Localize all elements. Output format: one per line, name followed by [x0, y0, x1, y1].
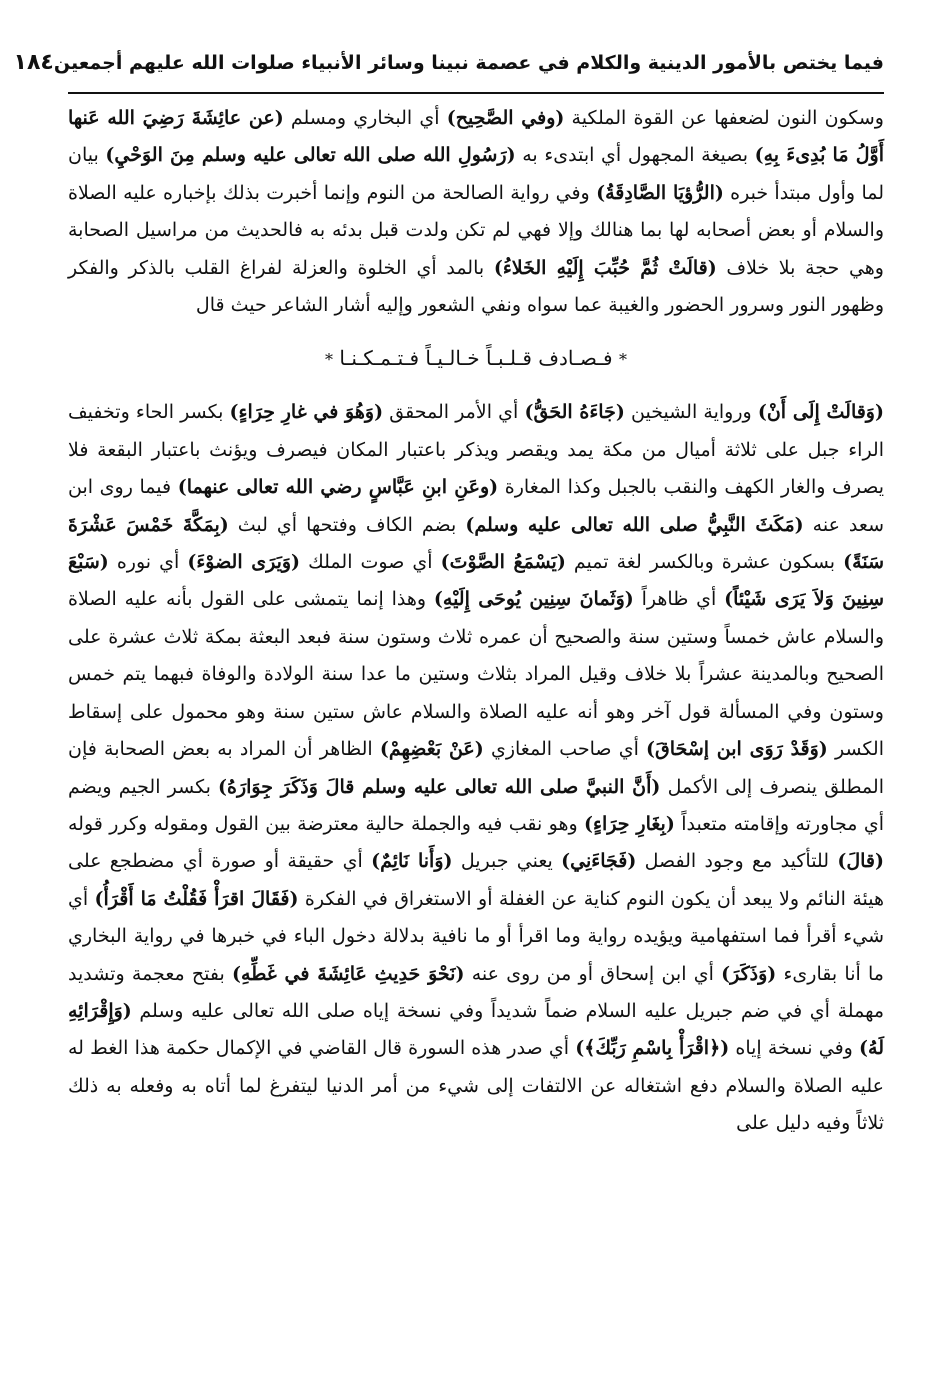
commentary-text: أي شيء أقرأ فما استفهامية ويؤيده رواية وما اقرأ أو ما نافية بدلالة دخول الباء في خبرها في رواية البخاري ما أنا بقارىء [68, 887, 884, 985]
commentary-text: وسكون النون لضعفها عن القوة الملكية [564, 107, 884, 129]
commentary-text: أي صوت الملك [300, 551, 441, 574]
quoted-matn-text: (سَبْعَ سِنِينَ وَلاَ يَرَى شَيْئاً) [68, 551, 884, 611]
verse-end-marker: * [325, 350, 334, 370]
quoted-matn-text: (مَكَثَ النَّبِيُّ صلى الله تعالى عليه وسلم) [465, 513, 804, 536]
commentary-text: أي ظاهراً [633, 588, 725, 611]
quoted-matn-text: (قالَ) [837, 850, 884, 873]
commentary-text: أي البخاري ومسلم [283, 107, 447, 129]
verse-text: فـصـادف قـلـبـاً خـالـيـاً فـتـمـكـنـا [339, 346, 613, 371]
commentary-text: للتأكيد مع وجود الفصل [636, 850, 838, 873]
commentary-text: فيما روى ابن سعد عنه [68, 476, 884, 536]
commentary-text: أي حقيقة أو صورة أي مضطجع على هيئة النائم ولا يبعد أن يكون النوم كناية عن الغفلة أو الاستغراق في الفكرة [68, 850, 884, 910]
quoted-matn-text: (﴿اقْرَأْ بِاسْمِ رَبِّكَ﴾) [575, 1037, 730, 1060]
quoted-matn-text: (فَقَالَ اقرَأْ فَقُلْتُ مَا أَقْرَأُ) [94, 887, 299, 910]
commentary-text: بسكون عشرة وبالكسر لغة تميم [565, 551, 844, 574]
commentary-text: وفي رواية الصالحة من النوم وإنما أخبرت بذلك بإخباره عليه الصلاة والسلام أو بعض أصحابه لها بما هنالك وإلا فهي لم تكن ولدت قبل بدئه به فالحديث من مراسيل الصحابة وهي حجة بلا خلاف [68, 181, 884, 279]
commentary-text: بصيغة المجهول أي ابتدىء به [515, 144, 755, 167]
paragraph-2 [68, 394, 884, 1142]
verse-start-marker: * [618, 350, 627, 370]
quoted-matn-text: (بِغَارِ حِرَاءٍ) [584, 812, 675, 835]
poetry-verse [68, 338, 884, 380]
quoted-matn-text: (أَنَّ النبيَّ صلى الله تعالى عليه وسلم قالَ وَذَكَرَ جِوَارَهُ) [218, 775, 661, 798]
header-rule [68, 92, 884, 94]
quoted-matn-text: (وَذَكَرَ) [721, 962, 777, 985]
commentary-text: بكسر الجيم ويضم أي مجاورته وإقامته متعبداً [68, 775, 884, 835]
commentary-text: أي صاحب المغازي [483, 738, 647, 761]
book-page [13, 38, 885, 1143]
commentary-text: بيان لما وأول مبتدأ خبره [68, 144, 885, 204]
commentary-text: بفتح معجمة وتشديد مهملة أي في ضم جبريل عليه السلام ضماً شديداً وفي نسخة إياه صلى الله تعالى عليه وسلم [68, 962, 884, 1022]
quoted-matn-text: (الرُّؤيَا الصَّادِقَةُ) [596, 181, 724, 204]
commentary-text: وهو نقب فيه والجملة حالية معترضة بين القول ومقوله وكرر قوله [68, 812, 585, 835]
quoted-matn-text: (وَأَنا نَائِمٌ) [371, 850, 453, 873]
quoted-matn-text: (قالَتْ ثُمَّ حُبِّبَ إِلَيْهِ الخَلاءُ) [493, 256, 717, 279]
commentary-text: بكسر الحاء وتخفيف الراء جبل على ثلاثة أميال من مكة يمد ويقصر ويذكر باعتبار المكان فيصرف ويؤنث باعتبار البقعة فلا يصرف والغار الكهف والنقب بالجبل وكذا المغارة [68, 401, 884, 499]
quoted-matn-text: (نَحْوَ حَدِيثِ عَائِشَةَ في غَطِّهِ) [232, 962, 465, 985]
quoted-matn-text: (فَجَاءَنِي) [561, 850, 637, 873]
commentary-text: أي الأمر المحقق [383, 401, 525, 424]
commentary-text: وهذا إنما يتمشى على القول بأنه عليه الصلاة والسلام عاش خمساً وستين سنة والصحيح أن عمره ثلاث وستون سنة فبعد البعثة بمكة ثلاث عشرة على الصحيح وبالمدينة عشراً بلا خلاف وقيل المراد بثلاث وستين ما عدا سنة الولادة والوفاة فبهما يتم خمس وستون وفي المسألة قول آخر وهو أنه عليه الصلاة والسلام عاش ستين سنة وهو محمول على إسقاط الكسر [68, 588, 884, 761]
commentary-text: أي ابن إسحاق أو من روى عنه [464, 962, 722, 985]
quoted-matn-text: (وَهُوَ في غارِ حِرَاءٍ) [229, 401, 384, 424]
page-number: ١٨٤ [13, 50, 54, 75]
quoted-matn-text: (عن عائِشَةَ رَضِيَ الله عَنها أَوَّلُ مَا بُدِىءَ بِهِ) [68, 107, 884, 167]
quoted-matn-text: (عَنْ بَعْضِهِمْ) [379, 738, 484, 761]
commentary-text: بضم الكاف وفتحها أي لبث [228, 513, 466, 536]
quoted-matn-text: (وَيَرَى الضوْءَ) [187, 551, 301, 574]
commentary-text: الظاهر أن المراد به بعض الصحابة فإن المطلق ينصرف إلى الأكمل [68, 738, 884, 798]
quoted-matn-text: (وفي الصَّحِيح) [446, 107, 565, 129]
commentary-text: يعني جبريل [452, 850, 562, 873]
quoted-matn-text: (وعَنِ ابنِ عَبَّاسٍ رضي الله تعالى عنهما) [177, 476, 499, 499]
quoted-matn-text: (وَإِقْرَائِهِ لَهُ) [68, 999, 884, 1060]
commentary-text: أي صدر هذه السورة قال القاضي في الإكمال حكمة هذا الغط له عليه الصلاة والسلام دفع اشتغاله عن الالتفات إلى شيء من أمر الدنيا ليتفرغ لما أتاه به وفعله به ذلك ثلاثاً وفيه دليل على [68, 1037, 884, 1135]
paragraph-1 [68, 100, 884, 324]
quoted-matn-text: (رَسُولِ الله صلى الله تعالى عليه وسلم مِنَ الوَحْيِ) [105, 144, 516, 167]
commentary-text: بالمد أي الخلوة والعزلة لفراغ القلب بالذكر والفكر وظهور النور وسرور الحضور والغيبة عما سواه ونفي الشعور وإليه أشار الشاعر حيث قال [68, 256, 884, 317]
running-title: فيما يختص بالأمور الدينية والكلام في عصمة نبينا وسائر الأنبياء صلوات الله عليهم أجمعين [53, 52, 884, 74]
commentary-text: ورواية الشيخين [624, 401, 758, 424]
quoted-matn-text: (وَقالَتْ إِلَى أَنْ) [757, 401, 884, 424]
quoted-matn-text: (جَاءَهُ الحَقُّ) [524, 401, 625, 424]
quoted-matn-text: (يَسْمَعُ الصَّوْتَ) [440, 551, 566, 574]
commentary-text: وفي نسخة إياه [729, 1037, 860, 1060]
quoted-matn-text: (وَقَدْ رَوَى ابن إسْحَاقَ) [646, 738, 828, 761]
quoted-matn-text: (بِمَكَّةَ خَمْسَ عَشْرَةَ سَنَةً) [68, 513, 884, 574]
page-header [13, 38, 884, 88]
commentary-text: أي نوره [108, 551, 188, 574]
quoted-matn-text: (وَثَمانَ سِنِين يُوحَى إِلَيْهِ) [433, 588, 634, 611]
